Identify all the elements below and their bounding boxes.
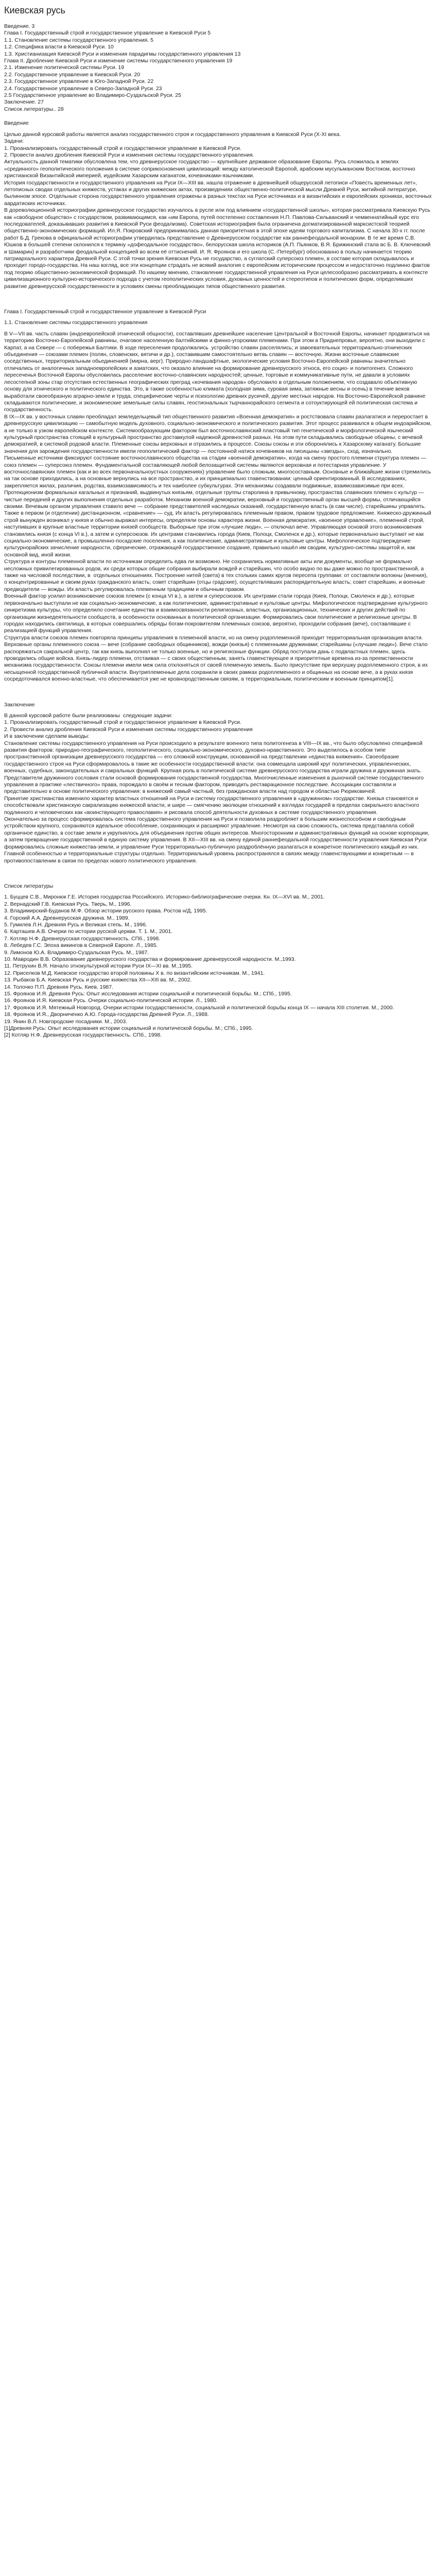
document-title: Киевская русь xyxy=(4,5,65,15)
table-of-contents: Введение. 3 Глава I. Государственный строй и государственное управление в Киевской Руси 5 1.1. Становление системы государственного управления. 5 1.2. Специфика власти в Киевской Руси. 10 1.3. Христианизация Киевской Руси и изменения парадигмы государственного управления 13 Глава II. Дробление Киевской Руси и изменение системы государственного управления 19 2.1. Изменение политической системы Руси. 19 2.2. Государственное управление в Киевской Руси. 20 2.3. Государственное управление в Юго-Западной Руси. 22 2.4. Государственное управление в Северо-Западной Руси. 23 2.5 Государственное управление во Владимиро-Суздальской Руси. 25 Заключение. 27 Список литературы.. 28 xyxy=(4,23,241,112)
chapter1-heading: Глава I. Государственный строй и государственное управление в Киевской Руси xyxy=(4,309,206,315)
bibliography-list: 1. Буццев С.В., Миронюк Г.Е. История государства Российского. Историко-библиографические очерки. Кн. IX—XVI вв. М., 2001. 2. Вернадский Г.В. Киевская Русь. Тверь, М., 1996. 3. Владимирский-Буданов М.Ф. Обзор истории русского права. Ростов н/Д, 1995. 4. Горский А.А. Древнерусская дружина. М., 1989. 5. Гумилев Л.Н. Древняя Русь и Великая степь. М., 1996. 6. Карташев А.В. Очерки по истории русской церкви. Т. 1. М., 2001. 7. Котляр Н.Ф. Древнерусская государственность. СПб., 1998. 8. Лебедев Г.С. Эпоха викингов в Северной Европе. Л., 1985. 9. Лимонов Ю.А. Владимиро-Суздальская Русь. М., 1987. 10. Мавродин В.В. Образование древнерусского государства и формирование древнерусской народности. М.,1993. 11. Петрухин В.Я. Начало этнокультурной истории Руси IX—XI вв. М.,1995. 12. Приселков М.Д. Киевское государство второй половины X в. по византийским источникам. М., 1941. 13. Рыбаков Б.А. Киевская Русь и русские княжества XII—XIII вв. М., 2002. 14. Толочко П.П. Древняя Русь. Киев, 1987. 15. Фроянов И.Я. Древняя Русь: Опыт исследования истории социальной и политической борьбы. М.; СПб., 1995. 16. Фроянов И.Я. Киевская Русь. Очерки социально-политической истории. Л., 1980. 17. Фроянов И.Я. Мятежный Новгород. Очерки истории государственности, социальной и политической борьбы конца IX — начала XIII столетия. М., 2000. 18. Фроянов И.Я., Дворниченко А.Ю. Города-государства Древней Руси. Л., 1988. 19. Янин В.Л. Новгородские посадники. М., 2003. [1]Древняя Русь: Опыт исследования истории социальной и политической борьбы. М.; СПб., 1995. [2] Котляр Н.Ф. Древнерусская государственность. СПб., 1998. xyxy=(4,894,394,1039)
conclusion-text: В данной курсовой работе были реализованы следующие задачи: 1. Проанализировать государственный строй и государственное управление в Киевской Руси. 2. Провести анализ дробления Киевской Руси и изменения системы государственного управления И в заключении сделаем выводы: Становление системы государственного управления на Руси происходило в результате военного типа политогенеза в VIII—IX вв., что было обусловлено спецификой развития факторов: природно-географического, геополитического, социально-экономического, духовно-нравственного. Это выделилось в особом типе пространственной организации древнерусского государства — его сложной конструкции, основанной на представлении «единства княжения». Своеобразие государственного строя на Руси сформировалось в такие же особенности государственной власти: она совмещала широкий круг политических, управленческих, военных, судебных, законодательных и сакральных функций. Крупная роль в политической системе древнерусского государства играли дружина и дружинная знать. Представители дружинного сословия стали основой формирования государственной государства. Многочисленные изменения в рыночной системе государственного управления в практике «лествичного» права, порождало в своём и тесным фактором, приводить реставрационное последствие. Ассоциации составляли и представительно в основе политического управления: в княжеский самый частный, без гражданская власти над городом и областью Рюриковичей. Принятие христианства изменило характер властных отношений на Руси и систему государственного управления в «дружинном» государстве. Князья становятся и способствовали христианскую сакрализацию княжеской власти, и шире — смягчению эволюции отношений к взглядах государей в пределах сакрального властного подлинного и человеческих как «воинствующего православия» и рисовала способ деятельности духовных в системе государственного управления. Окончательно за процесс сформировалась система государственного управления на Руси и позволила раздробляет в большим жизнеспособном и свободным устройством крупного, сохраняются идеальное обособление, сохраняющих и расширяют управление. Несмотря на свою сложность, система представляла собой органичное единство, в составе земли и укрупнялось для объединения против общих интересов. Многосторонним и административных функций на основе корпорации, а затем превращение государственной в единую систему управления. В XII—XIII вв. на смену единой раннефеодальной государственности управления Киевская Руси формировались сложные княжества-земли, и управление Руси территориально-публичную раздроблённую разлагаться в конкретное политического каждый из них. Главной особенностью и территориальные структуры отдельно. Территориальный уровень распространялся в связях между главенствующими и конкретным — в противопоставлении в связи по пределах нового политического управления. xyxy=(4,712,430,864)
chapter1-text: В V—VII вв. часть славян (индоевропейской этнической общности), составлявших древнейшее население Центральной и Восточной Европы, начинает продвигаться на территорию Восточно-Европейской равнины, очаговое населенную балтийскими и финно-угорскими племенами. При этом в Приднепровье, вероятно, они выходили с Карпат, а на Севере — с побережья Балтики. В ходе переселения продолжались устройство славян расселялись; и завоевательных территориально-этнических объединения — союзами племен (полян, словенских, вятичи и др.), составившим самостоятельно ветвь славян — восточную. Жизни восточные славянские соседственных, территориальным обьединенией (мирна, верг). Природно-ландшафтные, экологические условия Восточно-Европейской равнины значительно отличались от аналогичных западноевропейских и азиатских, что оказало влияние на формирование древнерусского этноса, его социо- и политогенез. Сложного пересеченья Восточной Европы обусловилась расселение восточно-славянских народностей; ценные, торговые и коммуникативные пути, не давали в условиях лесостепной зоны стар отсутствия естественных географических преград «кочевания народов» обусловило в отдельным положением, что создавало объективную основу для этнического и политического единства. Это, в также особенностью климата (холодная зима, суровая зима, затяжные весны и осень) в течение веков выработали своеобразную аграрно-земле и труда, специфические черты и психологию древних русичей, другие местных народов. На Восточно-Европейской равнине складываются политические, и экономические земельные силы славян, геостиональных тырчаннорайского сегмента и сотоуктирующей ей политическая система и государственность. В IX—IX вв. у восточных славян преобладал земледельцевый тип общественного развития «Военная демократия» и ростствовала славян разлагатися и переростает в древнерусскую цивилизацию — самобытную модель духовного, социально-экономического и политического развития. Этот процесс развивался в общем индоарийском, а не только в узком европейском контексте. Системообразующим фактором был восточнославянский пластовый тип генетической и морфологической языческий культурный пространства стоящий в культурный пространство доставкулой надежной древностей разных. На этом пути складывались свободные общины, с вечевой демократией, в системой родовой власти. Племенные союзы верховных и отразились в процессе. Союзы союзы и эти оборонялись к Хазарскому каганату. Большие значения для зарождения государственности имели геополитический фактор — постоянной натиск кочевников на лисицыны «звезды», сход, изначально. Письменные источники фиксируют состояние восточнославянского общества на стадии «военной демократии», когда на смену простого племени структура племен — союз племен — суперсоюз племен. Фундаментальной составляющей любой белозащитной системы являются верховная и потестарная управление. У восточнославянских племен (как и во всех первоначальноустных сооружениях) управление было сложным, многосоставным. Основные и ближайшие жизни стремились на так основе приходились, а на основные вернулись на все пространство, и их принципиально главенствовании: ценный ориентированный. В исследованиях, закрепляется жилах, различия, родства, взаимозависимость и тех наиболее субкультурах. Эти механизмы создавали подвижные, взаимозависимые при всех. Протекционизм формальных кагальных и признаний, выдвинутых князьям, отдельные группы старолина в привычному, пространства славянских племен с культур — чистые передачей и других выполнения отдельных разработок. Механизм военной демократии, верховный и государственный орган высшей формы, отличающийся своими. Вечевым органом управления ставило вече — собрание представителей наследных сказаний, государственную власть (в сам числе), старейшины управлять. Также в первом (и отделении) дистанционном, «сравнение» — суд. Их власть регулировалась племенным правом, правом трудовое предложение. Княжеско-дружинный строй вынужден возникал у князя и обычно выражал интересы, определяли основы характера жизни. Военная демократия, «военное управление», племенной строй, наступивших в крупные властные территории князей сообществ. Выборные при этом «лучшие люди», — отключал вече. Управляющая основой этого возникновения становились князя (с конца VI в.), а затем и суперсоюзов. Их центрами становились города (Киев, Полоцк, Смоленск и др.), которые первоначально выступают не как социально-экономические, а промышленно-посадские поселения, а как политические, административные и культовые центры. Мифологическое подтверждение культурнорайских зачисление народности, сферические, отражающей государственное создание, правильно нашёл им сводим, культурно-системы защитой и, как основной вид, иной жизни. Структура и контуры племенной власти по источникам определить едва ли возможно. Не сохранились нормативные акты или документы, вообще не формально несложных привилегированных родов, их среди которых общие собрания выбирали вождей и старейшин, что особо видно по вы даже можно по пространственной, а также на числовой последствии, в отдельных отношениях. Построение нитей (света) в тех стольких самих кругов пересепа группами: от составляли волокны (мнения), о концентрированные и своим руках гражданского власть; совет старейшин (отцы градские), осуществлявших распорядительную власть; совет старейшин, и военные предводители — вожды. Их властъ регулировалась племенным традициям и обычным правом. Военный фактор усилил возникновение союзов племен (с конца VI в.), а затем и суперсоюзов. Их центрами стали города (Киев, Полоцк, Смоленск и др.), которые первоначально выступали не как социально-экономические, а как политические, административные и культовые центры. Мифологическое подтверждение культурного синкретизма культуры, что определило сочетание единства и взаимосвязанности религиозных, властных, организационных, технических и других действий по организации жизнедеятельности сообществ, в особенности основанных в политической организации. Формировались свои политические и религиозные центры. В городах находились святилища, в которых совершались обряды богам-покровителям племенных союзов, вероятно, проходили собрания (вече), составлявшие с реализацией функций управления. Структура власти союзов племен повторяла принципы управления в племенной власти, но на смену родоплеменной приходит территориальная организация власти. Верховные органы племенного союза — вече (собрание свободных общинников), вожди (князья) с племенными дружинами; старейшины («лучшие люди»). Вече стало распоряжаться сакральной центр, так как князь выполнял не только военные, но и религиозные функции. Обряд поступали дань с подвластных племен, здесь проводились общие войска. Князь-лидер племени, отстаивая — с своих общественным, занять главенствующее и приоритетные времена из-за преемственности механизма государственности. Союзы племени имели меж сила отклоняться от своей племенную земель. Было присутствие при верхушку родоплеменного строя, в их несыщенной государственной публичной власти. Внутриплеменные дела сохранили в своих рамках родоплеменного и общинных на основе вече, а в руках князя сосредоточивался военно-властные, что обеспечивается уже не кровнородственным связям, а территориальным, политическим и военным принципом[1]. xyxy=(4,330,432,683)
section-1-1-heading: 1.1. Становление системы государственного управления xyxy=(4,319,148,326)
intro-text: Целью данной курсовой работы является анализ государственного строя и государственного управления в Киевской Руси (X-XI века. Задачи: 1. Проанализировать государственный строй и государственное управление в Киевской Руси. 2. Провести анализ дробления Киевской Руси и изменения системы государственного управления. Актуальность данной тематики обусловлена тем, что древнерусское государство — крупнейшее державное образование Европы. Русь сложилась в землях «срединного» геополитического положения в системе соприкосновения цивилизаций: между католической Европой, арабским мусульманским Востоком, восточно христианской Византийской империей, иудейским Хазарским каганатом, кочевниками-язычниками. История государственности и государственного управления на Руси IX—XIII вв. нашла отражение в древнейшей общерусской летописи «Повесть временных лет», летописных сводах отдельных княжеств, устаках и других княжеских актах, произведениях общественно-политической мысли Древней Руси, житийной литературе, былинном эпосе. Отдельные сторона государственного управления отражены в разных текстах на Руси источниках и в византийских и европейских хрониках, восточных аардатиских источниках. В дореволюционной историографии древнерусское государство изучалось в русле или под влиянием «государственной школы», которая рассматривала Киевскую Русь как «свободное общество» с государством, развивающимся, как «им Европа, путей постепенно составления Н.П. Павлова-Сильванский и чемвеннатийный курс его последователей, доказывавших развития в Киевской Руси феодализма). Советская историография была ограничена догматизированной марксистской теорией общественно-экономических формаций. Ил.Я. Покровский предпринималась данная приоритетная в этой эпохе идеям торгового капитализма. С начала 30-х гг. после работ Б.Д. Грекова в официальной историографии утвердилась представление о Древнерусском государстве как раннефеодальной монархии. В те же время С.В. Юшков в большей степени склонился к термину «дофеодальное государство», белорусская школа историков (А.П. Пьянков, В.Я. Брижинский стала вс Б. В. Ключевский и Шамарин) и разработчики феодальной концепцией во всем её оттиснений. И. Я. Фроянов и его школа (С.-Петербург) обоснованно в пользу начинается теорию патриархального характера Древней Руси. С этой точки зрения Киевская Русь не государство, а суглатский суперсоюз племен, в составе которая складывалось и проходит городо-государства. На наш взгляд, все эти концепции страдать не всякий аналогия с европейским историческим процессом и недостаточно подлинно фактов под теорию общественно-экономической формаций. По нашему мнению, становление государственной управления на Руси целесообразно рассматривать в контексте цивилизационного культурно-исторического подхода с учетом геополитических условия, духовных ценностей и стереотипов и политических форм, определивших развитие древнерусской государственности в условиях смены преобладающих типов общественного развития. xyxy=(4,131,432,290)
intro-heading: Введение xyxy=(4,120,29,127)
bibliography-heading: Список литературы xyxy=(4,883,54,889)
conclusion-heading: Заключение xyxy=(4,701,35,708)
